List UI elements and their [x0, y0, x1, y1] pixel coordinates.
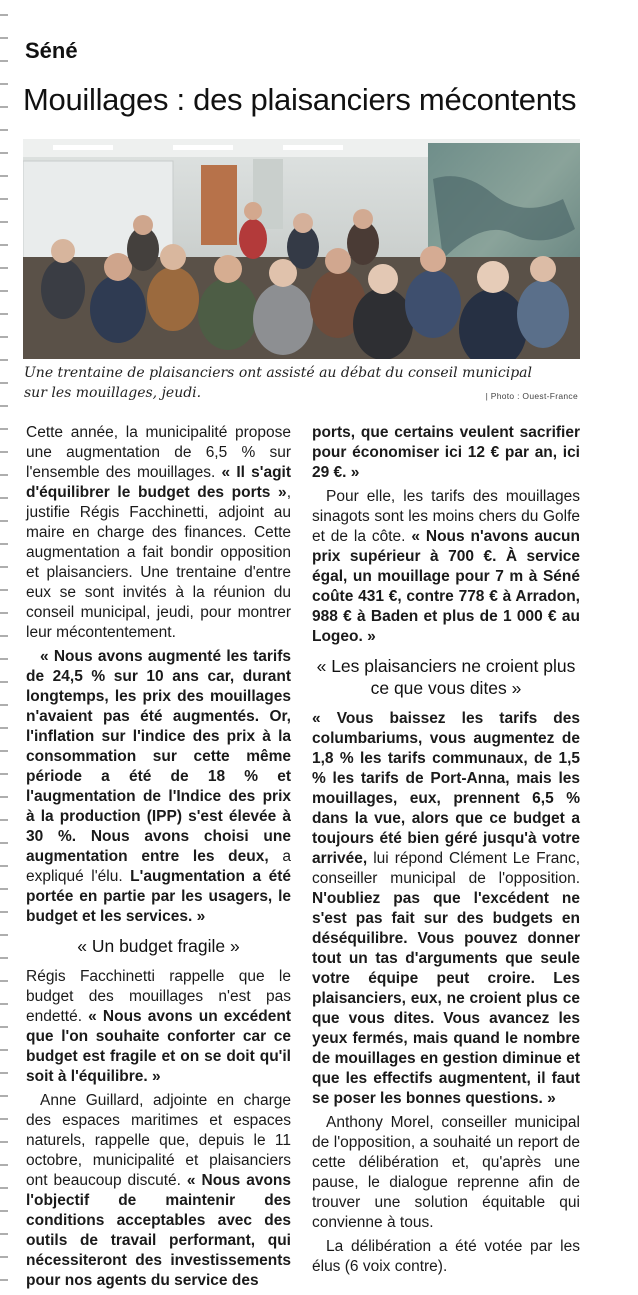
quote-run: N'oubliez pas que l'excédent ne s'est pas fait sur des budgets en déséquilibre. Vous pouvez donner tout un tas d'arguments que seule votre équipe peut croire. Les plaisanciers, eux, ne croient plus ce que vous dites. Vous avancez les yeux fermés, mais quand le nombre de mouillages en gestion diminue et que les effectifs augmentent, il faut se poser les bonnes questions. »	[312, 890, 580, 1107]
quote-run: ports, que certains veulent sacrifier pour économiser ici 12 € par an, ici 29 €. »	[312, 424, 580, 481]
paragraph	[26, 1091, 291, 1291]
paragraph	[312, 487, 580, 647]
adjacent-page-edge	[0, 0, 8, 1282]
quote-run: « Nous n'avons aucun prix supérieur à 700 €. À service égal, un mouillage pour 7 m à Séné coûte 431 €, contre 778 € à Arradon, 988 € à Baden et plus de 1 000 € au Logeo. »	[312, 528, 580, 645]
caption-line-1: Une trentaine de plaisanciers ont assisté au débat du conseil municipal	[24, 365, 532, 381]
paragraph: La délibération a été votée par les élus (6 voix contre).	[312, 1238, 580, 1275]
text-run: , justifie Régis Facchinetti, adjoint au maire en charge des finances. Cette augmentation a fait bondir opposition et plaisanciers. Une trentaine d'entre eux se sont invités à la réunion du conseil municipal, jeudi, pour montrer leur mécontentement.	[26, 484, 291, 641]
quote-run: L'augmentation a été portée en partie par les usagers, le budget et les services. »	[26, 868, 291, 925]
article-photo	[23, 139, 580, 359]
paragraph: Anthony Morel, conseiller municipal de l'opposition, a souhaité un report de cette délibération et, qu'après une pause, le dialogue reprenne afin de trouver une solution équitable qui convienne à tous.	[312, 1114, 580, 1231]
photo-caption	[24, 363, 564, 403]
paragraph	[312, 709, 580, 1109]
article-column-left	[26, 423, 291, 1295]
caption-line-2: sur les mouillages, jeudi.	[24, 385, 202, 401]
paragraph	[312, 423, 580, 483]
text-run: a expliqué l'élu.	[26, 848, 291, 885]
quote-run: « Vous baissez les tarifs des columbariums, vous augmentez de 1,8 % les tarifs communaux, de 1,5 % les tarifs de Port-Anna, mais les mouillages, eux, prennent 6,5 % dans la vue, alors que ce budget a toujours été bien géré jusqu'à votre arrivée,	[312, 710, 580, 867]
quote-run: « Nous avons l'objectif de maintenir des conditions acceptables avec des outils de travail performant, qui nécessiteront des investissements pour nos agents du service des	[26, 1172, 291, 1289]
paragraph	[26, 647, 291, 927]
article-headline: Mouillages : des plaisanciers mécontents	[23, 82, 577, 117]
paragraph	[26, 423, 291, 643]
photo-credit: | Photo : Ouest-France	[485, 391, 578, 401]
subheading: « Les plaisanciers ne croient plus ce que vous dites »	[316, 656, 576, 698]
paragraph	[26, 967, 291, 1087]
text-run: Régis Facchinetti rappelle que le budget des mouillages n'est pas endetté.	[26, 968, 291, 1025]
text-run: lui répond Clément Le Franc, conseiller municipal de l'opposition.	[312, 850, 580, 887]
article-column-right	[312, 423, 580, 1281]
text-run: Anne Guillard, adjointe en charge des espaces maritimes et espaces naturels, rappelle que, depuis le 11 octobre, municipalité et plaisanciers ont beaucoup discuté.	[26, 1092, 291, 1189]
text-run: Pour elle, les tarifs des mouillages sinagots sont les moins chers du Golfe et de la côte.	[312, 488, 580, 545]
quote-run: « Nous avons augmenté les tarifs de 24,5 % sur 10 ans car, durant longtemps, les prix des mouillages n'avaient pas été augmentés. Or, l'inflation sur l'indice des prix à la consommation sur cette même période a été de 18 % et l'augmentation de l'Indice des prix à la production (IPP) s'est élevée à 30 %. Nous avons choisi une augmentation entre les deux,	[26, 648, 291, 865]
subheading: « Un budget fragile »	[77, 936, 240, 956]
meeting-room-photo	[23, 139, 580, 359]
quote-run: « Nous avons un excédent que l'on souhaite conforter car ce budget est fragile et on se doit qu'il soit à l'équilibre. »	[26, 1008, 291, 1085]
quote-run: « Il s'agit d'équilibrer le budget des ports »	[26, 464, 291, 501]
section-kicker: Séné	[25, 38, 78, 63]
text-run: Cette année, la municipalité propose une augmentation de 6,5 % sur l'ensemble des mouillages.	[26, 424, 291, 481]
